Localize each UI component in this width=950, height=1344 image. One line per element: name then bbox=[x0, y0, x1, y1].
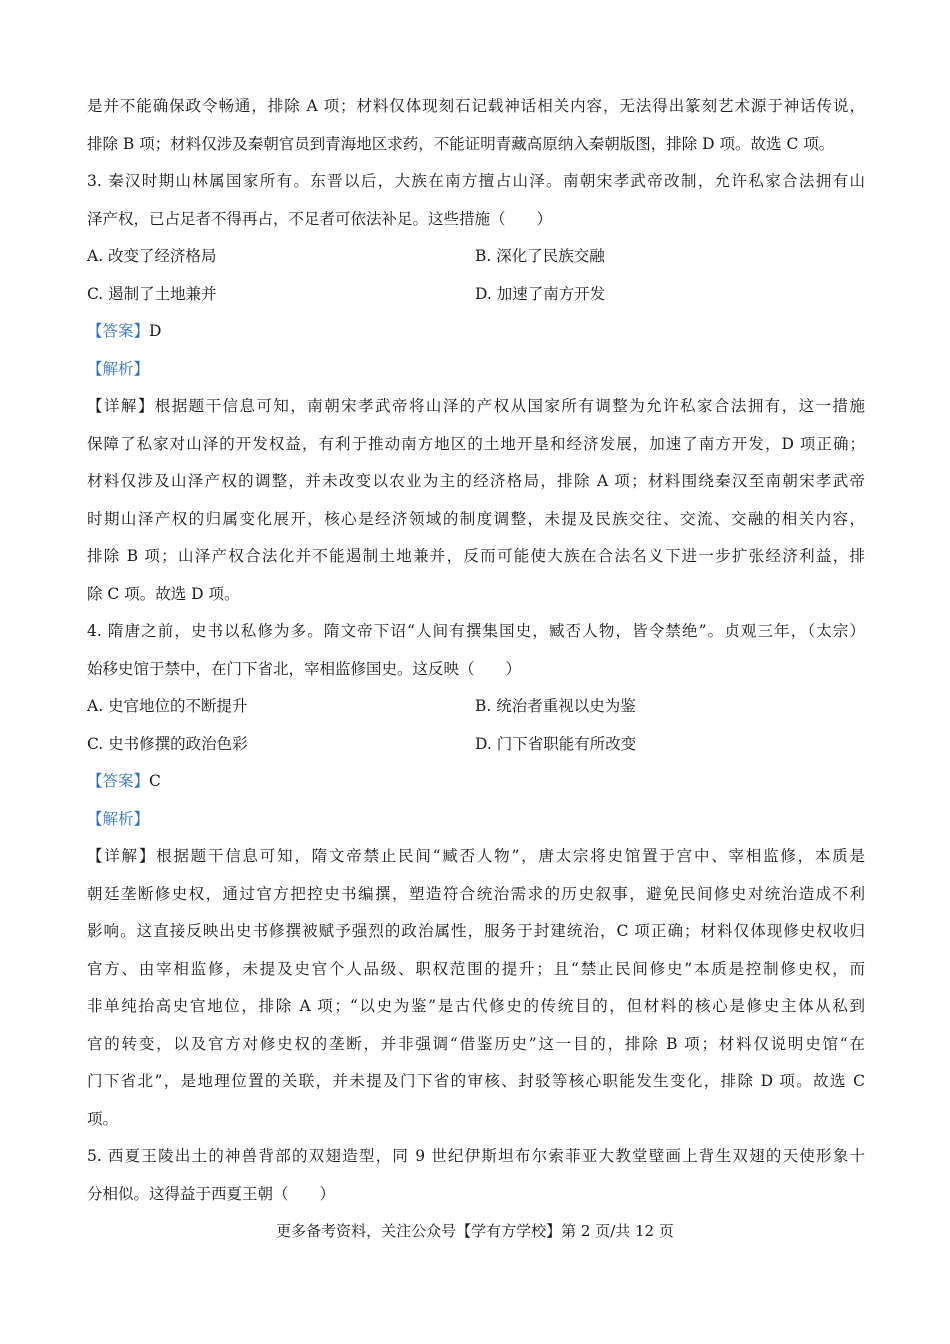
q4-option-d: D. 门下省职能有所改变 bbox=[475, 734, 637, 753]
q3-option-a: A. 改变了经济格局 bbox=[87, 247, 217, 265]
q4-option-b: B. 统治者重视以史为鉴 bbox=[475, 697, 636, 715]
page-footer: 更多备考资料，关注公众号【学有方学校】第 2 页/共 12 页 bbox=[276, 1222, 674, 1240]
q4-detail-line: 官的转变，以及官方对修史权的垄断，并非强调“借鉴历史”这一目的，排除 B 项；材料仅说明史馆“在 bbox=[87, 1034, 865, 1053]
answer-label: 【答案】 bbox=[87, 322, 150, 340]
q4-detail-line: 影响。这直接反映出史书修撰被赋予强烈的政治属性，服务于封建统治，C 项正确；材料仅体现修史权收归 bbox=[87, 922, 865, 940]
q3-detail-line: 时期山泽产权的归属变化展开，核心是经济领域的制度调整，未提及民族交往、交流、交融的相关内容， bbox=[87, 509, 865, 528]
q3-answer bbox=[87, 313, 865, 351]
q3-option-c: C. 遏制了土地兼并 bbox=[87, 284, 217, 303]
q4-analysis bbox=[87, 801, 865, 839]
q3-detail-line: 保障了私家对山泽的开发权益，有利于推动南方地区的土地开垦和经济发展，加速了南方开发，D 项正确； bbox=[87, 434, 865, 453]
q4-options-row bbox=[87, 726, 865, 764]
q3-detail-line: 材料仅涉及山泽产权的调整，并未改变以农业为主的经济格局，排除 A 项；材料围绕秦汉至南朝宋孝武帝 bbox=[87, 472, 865, 490]
q3-stem-line: 3. 秦汉时期山林属国家所有。东晋以后，大族在南方擅占山泽。南朝宋孝武帝改制，允许私家合法拥有山 bbox=[87, 172, 865, 190]
detail-label: 【详解】 bbox=[87, 397, 155, 415]
page-content bbox=[87, 88, 865, 1213]
analysis-label: 【解析】 bbox=[87, 359, 150, 378]
q5-stem-line: 分相似。这得益于西夏王朝（ ） bbox=[87, 1184, 336, 1203]
detail-label: 【详解】 bbox=[87, 847, 157, 865]
q4-detail-line: 【详解】根据题干信息可知，隋文帝禁止民间“臧否人物”，唐太宗将史馆置于宫中、宰相监修，本质是 bbox=[87, 847, 865, 865]
q4-detail-line: 朝廷垄断修史权，通过官方把控史书编撰，塑造符合统治需求的历史叙事，避免民间修史对统治造成不利 bbox=[87, 884, 865, 903]
q3-detail-line: 【详解】根据题干信息可知，南朝宋孝武帝将山泽的产权从国家所有调整为允许私家合法拥有，这一措施 bbox=[87, 397, 865, 415]
q4-option-a: A. 史官地位的不断提升 bbox=[87, 697, 248, 715]
q3-detail-line: 除 C 项。故选 D 项。 bbox=[87, 584, 240, 603]
q4-detail-line: 官方、由宰相监修，未提及史官个人品级、职权范围的提升；且“禁止民间修史”本质是控制修史权，而 bbox=[87, 959, 865, 978]
text-line: 排除 B 项；材料仅涉及秦朝官员到青海地区求药，不能证明青藏高原纳入秦朝版图，排除 D 项。故选 C 项。 bbox=[87, 134, 835, 153]
q4-detail-line: 非单纯抬高史官地位，排除 A 项；“以史为鉴”是古代修史的传统目的，但材料的核心是修史主体从私到 bbox=[87, 997, 865, 1015]
q5-stem-line: 5. 西夏王陵出土的神兽背部的双翅造型，同 9 世纪伊斯坦布尔索菲亚大教堂壁画上背生双翅的天使形象十 bbox=[87, 1147, 865, 1165]
q4-answer bbox=[87, 763, 865, 801]
q3-option-b: B. 深化了民族交融 bbox=[475, 247, 605, 265]
q3-options-row bbox=[87, 276, 865, 314]
q4-option-c: C. 史书修撰的政治色彩 bbox=[87, 734, 248, 753]
q4-options-row bbox=[87, 688, 865, 726]
analysis-label: 【解析】 bbox=[87, 809, 150, 828]
answer-label: 【答案】 bbox=[87, 772, 150, 790]
q4-detail-line: 门下省北”，是地理位置的关联，并未提及门下省的审核、封驳等核心职能发生变化，排除 D 项。故选 C bbox=[87, 1072, 865, 1090]
q4-detail-line: 项。 bbox=[87, 1109, 119, 1128]
answer-value: C bbox=[149, 772, 161, 790]
q4-stem-line: 4. 隋唐之前，史书以私修为多。隋文帝下诏“人间有撰集国史，臧否人物，皆令禁绝”。贞观三年，（太宗） bbox=[87, 622, 865, 640]
q3-options-row bbox=[87, 238, 865, 276]
q3-analysis bbox=[87, 351, 865, 389]
q3-detail-line: 排除 B 项；山泽产权合法化并不能遏制土地兼并，反而可能使大族在合法名义下进一步扩张经济利益，排 bbox=[87, 547, 865, 565]
q3-stem-line: 泽产权，已占足者不得再占，不足者可依法补足。这些措施（ ） bbox=[87, 209, 553, 228]
q3-option-d: D. 加速了南方开发 bbox=[475, 284, 606, 303]
q4-stem-line: 始移史馆于禁中，在门下省北，宰相监修国史。这反映（ ） bbox=[87, 659, 522, 678]
text-line: 是并不能确保政令畅通，排除 A 项；材料仅体现刻石记载神话相关内容，无法得出篆刻艺术源于神话传说， bbox=[87, 97, 865, 115]
answer-value: D bbox=[149, 322, 162, 340]
